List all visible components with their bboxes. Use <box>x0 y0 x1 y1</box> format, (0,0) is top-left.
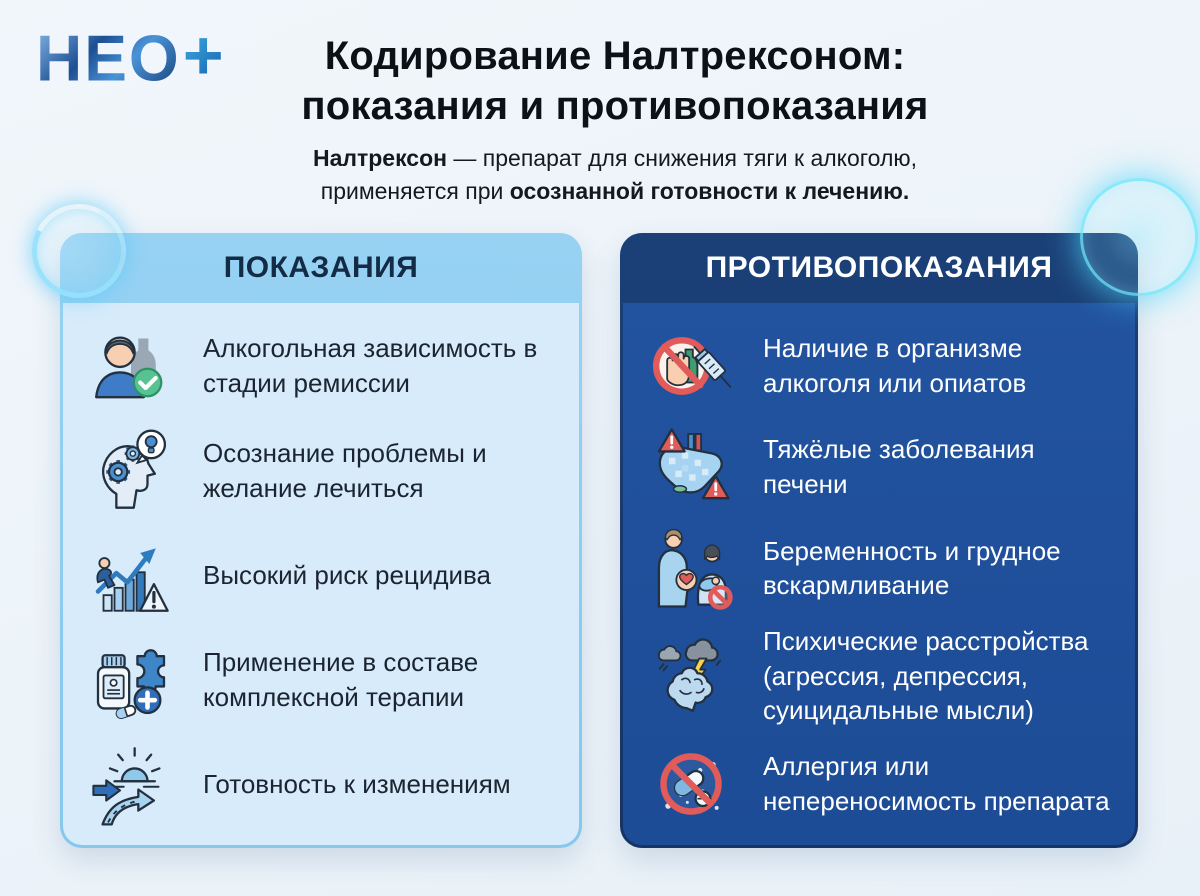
liver-warning-icon <box>643 422 739 512</box>
indication-item-relapse-risk <box>83 530 559 620</box>
contraindication-text: Наличие в организме алкоголя или опиатов <box>763 333 1027 398</box>
indications-card-title: ПОКАЗАНИЯ <box>223 251 419 284</box>
glow-bubble-right-icon <box>1080 178 1198 296</box>
indication-text: Алкогольная зависимость в стадии ремиссии <box>203 333 538 398</box>
pregnancy-nursing-icon <box>643 523 739 613</box>
contraindication-item-mental <box>643 624 1115 728</box>
indications-card-body <box>63 303 579 845</box>
head-gears-idea-icon <box>83 426 179 516</box>
subtitle-text-1: — препарат для снижения тяги к алкоголю, <box>447 145 918 171</box>
indication-item-remission <box>83 321 559 411</box>
page-subtitle <box>180 142 1050 209</box>
page-title <box>180 32 1050 131</box>
subtitle-text-2: применяется при <box>320 178 510 205</box>
indication-text: Готовность к изменениям <box>203 768 511 799</box>
contraindications-card-body <box>623 303 1135 845</box>
title-line-2: показания и противопоказания <box>301 83 929 128</box>
contraindication-item-liver <box>643 422 1115 512</box>
no-alcohol-syringe-icon <box>643 321 739 411</box>
medicine-puzzle-icon <box>83 635 179 725</box>
brain-storm-icon <box>643 631 739 721</box>
logo-text: НЕО <box>36 21 181 95</box>
subtitle-bold-2: осознанной готовности к лечению. <box>509 178 910 205</box>
indications-card <box>60 233 582 848</box>
contraindication-item-pregnancy <box>643 523 1115 613</box>
road-sunrise-icon <box>83 739 179 829</box>
contraindication-text: Тяжёлые заболевания печени <box>763 434 1035 500</box>
contraindications-card-title: ПРОТИВОПОКАЗАНИЯ <box>705 251 1053 284</box>
indication-text: Осознание проблемы и желание лечиться <box>203 437 487 503</box>
indication-item-complex-therapy <box>83 635 559 725</box>
growth-chart-risk-icon <box>83 530 179 620</box>
title-line-1: Кодирование Налтрексоном: <box>324 34 906 78</box>
no-pills-icon <box>643 739 739 829</box>
contraindication-text: Беременность и грудное вскармливание <box>763 535 1061 601</box>
person-bottle-check-icon <box>83 321 179 411</box>
indication-text: Высокий риск рецидива <box>203 559 492 590</box>
indication-text: Применение в составе комплексной терапии <box>203 646 479 712</box>
contraindication-text: Психические расстройства (агрессия, депрессия, суицидальные мысли) <box>763 626 1089 726</box>
indication-item-readiness <box>83 739 559 829</box>
subtitle-bold-1: Налтрексон <box>312 145 448 171</box>
contraindication-item-allergy <box>643 739 1115 829</box>
indication-item-awareness <box>83 426 559 516</box>
contraindication-item-alcohol-opiates <box>643 321 1115 411</box>
contraindications-card <box>620 233 1138 848</box>
contraindication-text: Аллергия или непереносимость препарата <box>763 751 1110 816</box>
logo-plus-icon: + <box>182 16 224 94</box>
